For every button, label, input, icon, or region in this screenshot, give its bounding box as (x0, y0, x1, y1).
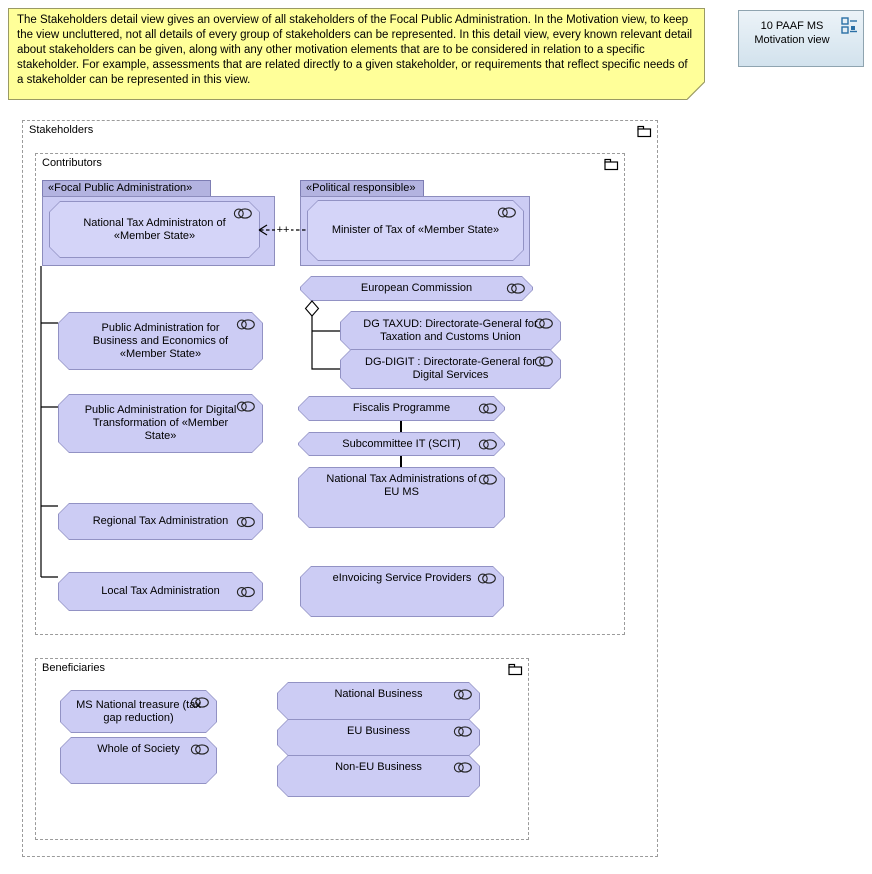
influence-relationship-arrow (256, 218, 310, 242)
stakeholder-label: Public Administration for Digital Transformation of «Member State» (84, 404, 237, 442)
stakeholder-pa-digital-transformation[interactable] (58, 394, 263, 453)
stakeholder-pa-business-economics[interactable] (58, 312, 263, 370)
folder-icon (508, 663, 523, 681)
stakeholder-national-business[interactable] (277, 682, 480, 720)
stakeholder-minister-of-tax[interactable] (307, 200, 524, 261)
stakeholder-label: Subcommittee IT (SCIT) (342, 437, 461, 450)
stakeholder-label: National Business (334, 688, 423, 700)
stakeholder-label: DG TAXUD: Directorate-General for Taxation and Customs Union (363, 318, 538, 343)
folder-icon (604, 158, 619, 176)
stakeholder-national-tax-administrations-eu-ms[interactable] (298, 467, 505, 528)
aggregation-connector (300, 300, 345, 372)
diagram-view-icon (841, 17, 858, 39)
stakeholder-ms-national-treasure[interactable] (60, 690, 217, 733)
stakeholder-european-commission[interactable] (300, 276, 533, 301)
group-contributors-label: Contributors (42, 157, 102, 169)
note-fold-corner (687, 82, 705, 100)
stakeholder-label: Non-EU Business (335, 761, 422, 773)
stakeholder-label: Fiscalis Programme (352, 402, 451, 414)
stakeholder-label: MS National treasure (tax gap reduction) (76, 698, 201, 724)
stakeholder-label: National Tax Administrations of EU MS (326, 473, 477, 498)
stereotype-label: «Political responsible» (306, 182, 416, 194)
stakeholder-label: EU Business (347, 725, 410, 737)
stakeholder-label: European Commission (360, 282, 473, 294)
stakeholder-label: DG-DIGIT : Directorate-General for Digital Services (365, 356, 536, 381)
stakeholder-whole-of-society[interactable] (60, 737, 217, 784)
stakeholder-eu-business[interactable] (277, 719, 480, 756)
stakeholder-label: National Tax Administraton of «Member State» (83, 216, 226, 242)
stereotype-label: «Focal Public Administration» (48, 182, 193, 194)
note-element[interactable] (8, 8, 705, 100)
stakeholder-label: eInvoicing Service Providers (332, 572, 472, 584)
view-reference-label: 10 PAAF MS Motivation view (754, 20, 830, 46)
stakeholder-regional-tax-administration[interactable] (58, 503, 263, 540)
stakeholder-fiscalis-programme[interactable] (298, 396, 505, 421)
connector-fiscalis-scit (400, 421, 402, 432)
influence-strength-label: ++ (276, 224, 290, 236)
stakeholder-label: Whole of Society (97, 743, 180, 755)
stakeholder-non-eu-business[interactable] (277, 755, 480, 797)
stakeholder-subcommittee-it[interactable] (298, 432, 505, 456)
view-reference-10-paaf-ms-motivation-view[interactable] (738, 10, 864, 67)
stakeholder-label: Public Administration for Business and Economics of «Member State» (92, 321, 229, 360)
folder-icon (637, 125, 652, 143)
group-stakeholders-label: Stakeholders (29, 124, 94, 136)
stakeholder-label: Regional Tax Administration (92, 515, 229, 527)
stakeholder-local-tax-administration[interactable] (58, 572, 263, 611)
group-beneficiaries-label: Beneficiaries (42, 662, 105, 674)
connector-scit-nta (400, 456, 402, 467)
stakeholder-label: Minister of Tax of «Member State» (331, 224, 500, 236)
stereotype-tab-political-responsible[interactable] (300, 180, 424, 197)
note-text: The Stakeholders detail view gives an overview of all stakeholders of the Focal Public Administration. In the Motivation view, to keep the view uncluttered, not all details of every group of stakeholders can be represented. In this detail view, every known relevant detail about stakeholders can be given, along with any other motivation elements that are to be considered in relation to a specific stakeholder. For example, assessments that are related directly to a given stakeholder, or requirements that reflect specific needs of a stakeholder can be represented in this view. (17, 14, 693, 86)
stakeholder-einvoicing-service-providers[interactable] (300, 566, 504, 617)
stakeholder-dg-digit[interactable] (340, 349, 561, 389)
stakeholder-dg-taxud[interactable] (340, 311, 561, 351)
stakeholder-national-tax-administration-ms[interactable] (49, 201, 260, 258)
stakeholder-label: Local Tax Administration (101, 585, 220, 597)
stereotype-tab-focal-public-administration[interactable] (42, 180, 211, 197)
